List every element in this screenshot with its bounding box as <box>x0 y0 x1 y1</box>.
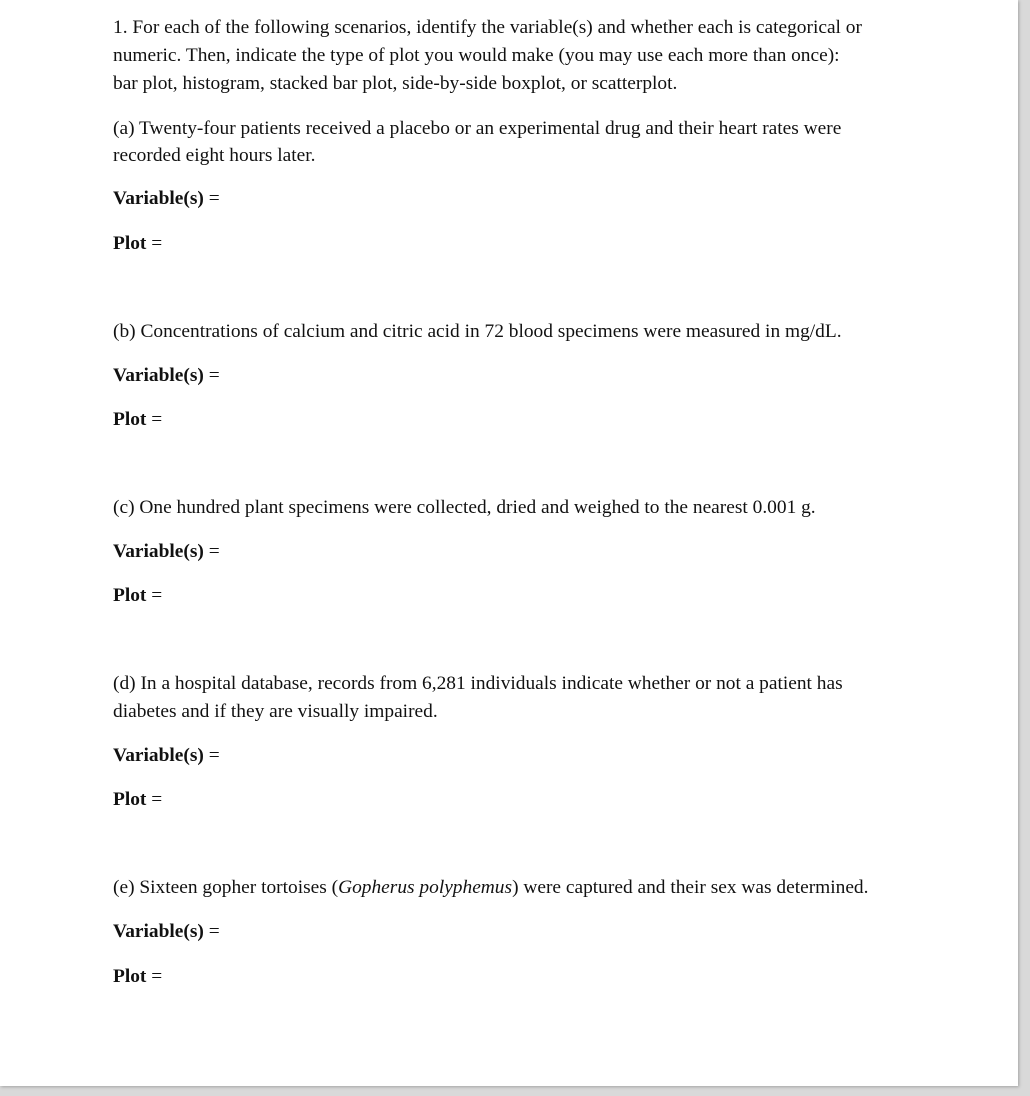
variables-label: Variable(s) <box>113 921 204 942</box>
question-e-variables <box>113 918 220 946</box>
question-b-plot <box>113 406 162 434</box>
plot-label: Plot <box>113 585 147 606</box>
question-d-line-2: diabetes and if they are visually impaired. <box>113 701 438 722</box>
intro-line-1: 1. For each of the following scenarios, identify the variable(s) and whether each is categorical or <box>113 17 862 38</box>
question-c-plot <box>113 582 162 610</box>
equals-sign: = <box>146 233 163 254</box>
intro-line-3: bar plot, histogram, stacked bar plot, side-by-side boxplot, or scatterplot. <box>113 73 678 94</box>
question-e-suffix: ) were captured and their sex was determined. <box>512 877 869 898</box>
variables-label: Variable(s) <box>113 541 204 562</box>
plot-label: Plot <box>113 409 147 430</box>
question-e-plot <box>113 963 162 991</box>
equals-sign: = <box>146 789 163 810</box>
variables-label: Variable(s) <box>113 745 204 766</box>
question-a-line-2: recorded eight hours later. <box>113 145 316 166</box>
question-d-line-1: (d) In a hospital database, records from 6,281 individuals indicate whether or not a patient has <box>113 673 843 694</box>
equals-sign: = <box>146 966 163 987</box>
question-e-prefix: (e) Sixteen gopher tortoises ( <box>113 877 339 898</box>
equals-sign: = <box>146 409 163 430</box>
question-d-plot <box>113 786 162 814</box>
equals-sign: = <box>203 745 220 766</box>
question-b-line-1: (b) Concentrations of calcium and citric acid in 72 blood specimens were measured in mg/dL. <box>113 321 842 342</box>
equals-sign: = <box>203 541 220 562</box>
question-c-line-1: (c) One hundred plant specimens were collected, dried and weighed to the nearest 0.001 g. <box>113 497 816 518</box>
question-c-variables <box>113 538 220 566</box>
variables-label: Variable(s) <box>113 365 204 386</box>
question-a-plot <box>113 230 162 258</box>
intro-line-2: numeric. Then, indicate the type of plot you would make (you may use each more than once): <box>113 45 840 66</box>
variables-label: Variable(s) <box>113 188 204 209</box>
question-d-variables <box>113 742 220 770</box>
plot-label: Plot <box>113 233 147 254</box>
plot-label: Plot <box>113 966 147 987</box>
species-name: Gopherus polyphemus <box>338 877 513 898</box>
equals-sign: = <box>203 188 220 209</box>
question-a-variables <box>113 185 220 213</box>
equals-sign: = <box>203 921 220 942</box>
equals-sign: = <box>146 585 163 606</box>
question-b-variables <box>113 362 220 390</box>
equals-sign: = <box>203 365 220 386</box>
question-a-line-1: (a) Twenty-four patients received a placebo or an experimental drug and their heart rates were <box>113 118 842 139</box>
plot-label: Plot <box>113 789 147 810</box>
question-e-line-1 <box>113 874 868 902</box>
